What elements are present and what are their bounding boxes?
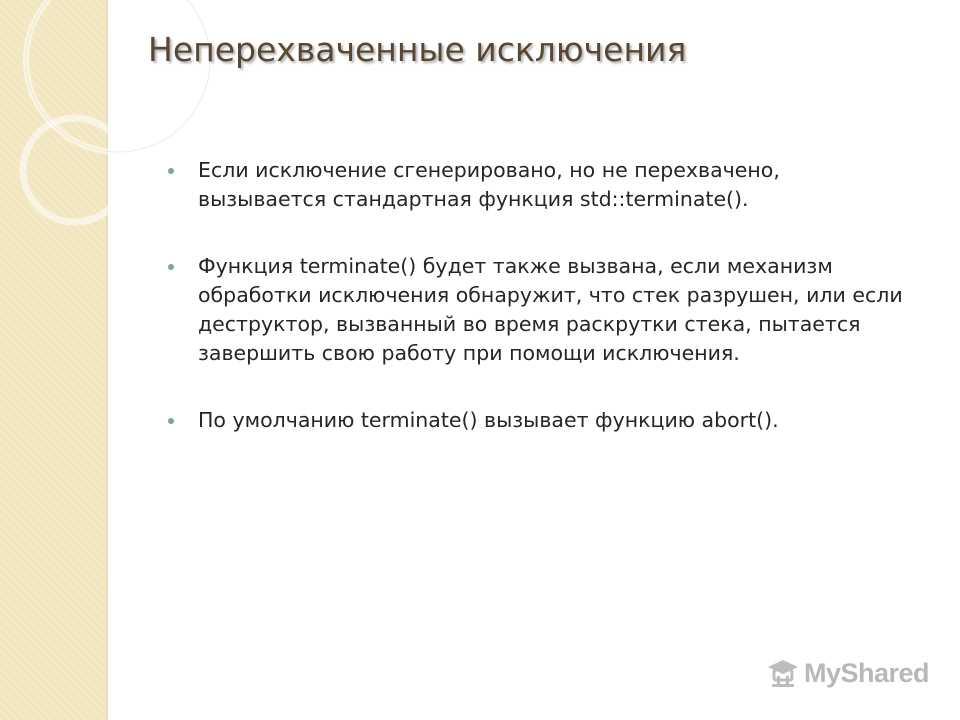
bullet-item-1	[168, 156, 908, 214]
watermark-text: MyShared	[804, 657, 930, 688]
bullet-text: Если исключение сгенерировано, но не перехвачено, вызывается стандартная функция std::terminate().	[198, 158, 780, 211]
mortarboard-icon	[766, 656, 800, 690]
bullet-text: По умолчанию terminate() вызывает функцию abort().	[198, 408, 779, 432]
bullet-text: Функция terminate() будет также вызвана, если механизм обработки исключения обнаружит, что стек разрушен, или если деструктор, вызванный во время раскрутки стека, пытается завершить свою работу при помощи исключения.	[198, 254, 903, 365]
bullet-dot-icon	[168, 418, 174, 424]
watermark	[766, 656, 929, 690]
bullet-dot-icon	[168, 168, 174, 174]
bullet-item-2	[168, 252, 908, 368]
decorative-ring-upper	[26, 0, 210, 152]
decorative-ring-lower	[23, 118, 127, 222]
bullet-list	[168, 156, 908, 473]
slide-title: Неперехваченные исключения	[148, 30, 687, 69]
bullet-item-3	[168, 406, 908, 435]
bullet-dot-icon	[168, 264, 174, 270]
